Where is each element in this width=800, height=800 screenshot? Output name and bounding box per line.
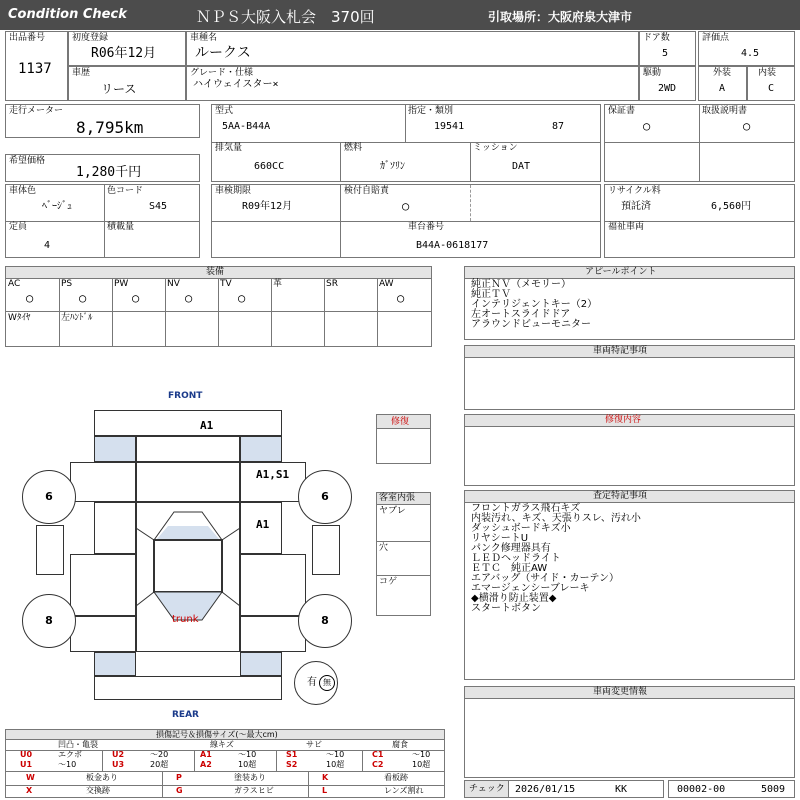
model: 5AA-B44A [222,121,271,132]
hood-mark: A1 [200,419,214,432]
appeal-item: 純正ＮＶ（メモリー） [471,279,571,290]
exterior-label: 外装 [713,68,732,78]
spec-box [211,104,601,182]
interior-box [747,66,795,101]
legend-code: U0 [20,750,33,759]
legend-code: P [176,773,182,782]
chassis-number: B44A-0618177 [416,240,489,251]
front-bumper [94,410,282,436]
spare-none: 無 [319,675,335,691]
lot-number: 1137 [18,61,52,77]
appeal-title: アピールポイント [585,267,657,277]
wheel-rear-left: 8 [22,594,76,648]
equip-pw-label: PW [114,279,129,289]
color-label: 車体色 [9,186,37,196]
designation-label: 指定・類別 [408,106,454,116]
transmission-label: ミッション [473,143,518,153]
front-label: FRONT [168,391,203,401]
legend-group-rust: サビ [306,740,322,749]
special-notes-panel [464,345,795,410]
legend-code: U1 [20,760,33,769]
doors-box [639,31,696,66]
manual-label: 取扱説明書 [702,106,748,116]
legend-desc: 塗装あり [234,773,266,782]
legend-code: X [26,786,33,795]
inspection-note: エマージェンシーブレーキ [471,583,590,594]
recycle-status: 預託済 [621,201,651,212]
equip-wtire-label: Wﾀｲﾔ [8,313,31,323]
legend-code: G [176,786,183,795]
legend-desc: レンズ割れ [384,786,424,795]
equip-ps-label: PS [61,279,73,289]
change-info-panel [464,686,795,778]
check-staff: KK [615,784,628,795]
category: 87 [552,121,565,132]
pickup-location: 引取場所：大阪府泉大津市 [488,10,633,24]
inspection-note: 内装汚れ、キズ、天張りスレ、汚れ小 [471,513,641,524]
equip-tv-mark: ○ [238,291,246,305]
score: 4.5 [741,48,760,59]
repair-detail-title: 修復内容 [605,415,642,425]
displacement-label: 排気量 [215,143,243,153]
legend-desc: 板金あり [86,773,118,782]
equip-nv-label: NV [167,279,180,289]
equip-tv-label: TV [220,279,232,289]
score-box [698,31,795,66]
mileage-label: 走行メーター [9,106,64,116]
color-code-label: 色コード [107,186,144,196]
legend-code: C2 [372,760,384,769]
inspection-note: ＬＥＤヘッドライト [471,553,561,564]
color-code: S45 [149,201,168,212]
mileage-box [5,104,200,138]
legend-desc: 20超 [150,760,169,769]
spare-tire [294,661,338,705]
appeal-panel [464,266,795,340]
equip-lhd-label: 左ﾊﾝﾄﾞﾙ [61,313,93,323]
inspection-box [211,184,601,258]
appeal-item: 純正ＴＶ [471,289,511,300]
appeal-item: インテリジェントキー（2） [471,299,598,310]
legend-code: U3 [112,760,125,769]
car-name-box [186,31,639,66]
manual-mark: ○ [743,119,751,133]
inspection-note: エアバッグ（サイド・カーテン） [471,573,619,584]
doc-code: 00002-00 [677,784,726,795]
lot-number-label: 出品番号 [9,33,46,43]
legend-desc: ～10 [326,750,345,759]
fuel-label: 燃料 [344,143,363,153]
inspection-note: フロントガラス飛石キズ [471,503,581,514]
cabin-box [376,492,431,616]
designation: 19541 [434,121,465,132]
price-label: 希望価格 [9,156,46,166]
grade-box [186,66,639,101]
warranty-label: 保証書 [608,106,636,116]
inspection-note: パンク修理器具有 [471,543,551,554]
legend-group-scratch: 線キズ [210,740,234,749]
price-box [5,154,200,182]
recycle-box [604,184,795,258]
equipment-table [5,266,432,347]
model-label: 型式 [215,106,234,116]
equip-ac-label: AC [8,279,21,289]
inspection-note: スタートボタン [471,603,541,614]
car-name-label: 車種名 [190,33,218,43]
displacement: 660CC [254,161,285,172]
spare-present: 有 [307,677,317,688]
cabin-hole-label: 穴 [379,543,389,553]
fuel: ｶﾞｿﾘﾝ [380,161,405,172]
equip-ac-mark: ○ [26,291,34,305]
load-label: 積載量 [107,222,135,232]
welfare-label: 福祉車両 [608,222,645,232]
doors: 5 [662,48,669,59]
equip-sr-label: SR [326,279,338,289]
legend-desc: 10超 [238,760,257,769]
legend-desc: 交換跡 [86,786,110,795]
equipment-title: 装備 [206,267,225,277]
right-mirror [312,525,340,575]
warranty-mark: ○ [643,119,651,133]
history-label: 車歴 [72,68,91,78]
legend-code: A1 [200,750,212,759]
insurance-label: 検付自賠責 [344,186,390,196]
body-color: ﾍﾞｰｼﾞｭ [42,201,72,212]
capacity: 4 [44,240,51,251]
legend-code: A2 [200,760,212,769]
cabin-burn-label: コゲ [379,577,398,587]
grade-label: グレード・仕様 [190,68,254,78]
equip-nv-mark: ○ [185,291,193,305]
legend-title: 損傷記号＆損傷サイズ(～最大cm) [156,730,278,739]
legend-code: W [26,773,35,782]
transmission: DAT [512,161,531,172]
score-label: 評価点 [702,33,730,43]
inspection-note: ＥＴＣ 純正AW [471,563,548,574]
mileage: 8,795km [76,118,144,137]
wheel-front-right: 6 [298,470,352,524]
change-info-title: 車両変更情報 [593,687,648,697]
car-name: ルークス [195,45,251,61]
appeal-item: アラウンドビューモニター [471,319,591,330]
first-reg-label: 初度登録 [72,33,109,43]
legend-desc: ～10 [412,750,431,759]
first-reg: R06年12月 [91,46,157,61]
recycle-label: リサイクル料 [608,186,661,196]
history: リース [101,82,137,96]
damage-legend [5,729,445,798]
equip-leather-label: 革 [273,279,283,289]
chassis-label: 車台番号 [408,222,445,232]
legend-group-dent: 凹凸・亀裂 [58,740,98,749]
fl-fender [70,462,136,502]
drive: 2WD [658,83,677,94]
legend-code: K [322,773,329,782]
check-date: 2026/01/15 [515,784,576,795]
appeal-item: 左オートスライドドア [471,309,571,320]
drive-label: 駆動 [643,68,662,78]
legend-desc: ～10 [58,760,77,769]
repair-detail-panel [464,414,795,486]
fr-corner [240,436,282,462]
equip-ps-mark: ○ [79,291,87,305]
rl-corner [94,652,136,676]
lot-number-box [5,31,68,101]
left-rear-door [70,554,136,616]
inspection-note: リヤシートU [471,533,529,544]
inspection-label: 車検期限 [215,186,252,196]
legend-code: S2 [286,760,298,769]
legend-code: U2 [112,750,125,759]
repair-title: 修復 [391,417,410,427]
inspection-notes-title: 査定特記事項 [593,491,648,501]
legend-desc: エクボ [58,750,82,759]
capacity-label: 定員 [9,222,28,232]
brand-title: Condition Check [8,7,127,22]
left-mirror [36,525,64,575]
interior: C [768,83,775,94]
legend-desc: 10超 [326,760,345,769]
wheel-rear-right: 8 [298,594,352,648]
check-label: チェック [469,784,505,794]
inspection-date: R09年12月 [242,201,293,212]
cabin-title: 客室内張 [379,493,416,503]
exterior: A [719,83,726,94]
inspection-note: ダッシュボードキズ小 [471,523,571,534]
fl-corner [94,436,136,462]
interior-label: 内装 [758,68,777,78]
grade: ハイウェイスター× [193,79,279,90]
doors-label: ドア数 [643,33,670,43]
right-rear-door [240,554,306,616]
cabin-tear-label: ヤブレ [379,506,406,516]
check-box [464,780,664,798]
equip-pw-mark: ○ [132,291,140,305]
legend-desc: ガラスヒビ [234,786,274,795]
price: 1,280千円 [76,165,142,180]
legend-desc: ～20 [150,750,169,759]
front-grille [136,436,240,462]
rr-corner [240,652,282,676]
roof-front-mark: A1,S1 [256,468,290,481]
auction-title: ＮＰＳ大阪入札会 370回 [196,8,375,26]
doc-number: 5009 [761,784,786,795]
history-box [68,66,186,101]
left-front-door [94,502,136,554]
legend-group-corrosion: 腐食 [392,740,408,749]
code-box [668,780,795,798]
special-notes-title: 車両特記事項 [593,346,648,356]
car-diagram [0,385,376,725]
left-quarter [70,616,136,652]
inspection-notes-panel [464,490,795,680]
recycle-fee: 6,560円 [711,201,752,212]
header-bar [0,0,800,30]
equip-aw-label: AW [379,279,394,289]
legend-code: L [322,786,328,795]
wheel-front-left: 6 [22,470,76,524]
rear-bumper [94,676,282,700]
cabin-outline [136,502,240,652]
legend-code: C1 [372,750,384,759]
drive-box [639,66,696,101]
trunk-label: trunk [172,614,199,625]
legend-desc: 看板跡 [384,773,408,782]
roof-mid-mark: A1 [256,518,270,531]
color-box [5,184,200,258]
repair-box [376,414,431,464]
exterior-box [698,66,747,101]
documents-box [604,104,795,182]
right-quarter [240,616,306,652]
inspection-note: ◆横滑り防止装置◆ [471,593,557,604]
insurance-mark: ○ [402,199,410,213]
rear-label: REAR [172,710,199,720]
equip-aw-mark: ○ [397,291,405,305]
legend-code: S1 [286,750,298,759]
hood-rear [136,462,240,502]
legend-desc: ～10 [238,750,257,759]
first-reg-box [68,31,186,66]
legend-desc: 10超 [412,760,431,769]
